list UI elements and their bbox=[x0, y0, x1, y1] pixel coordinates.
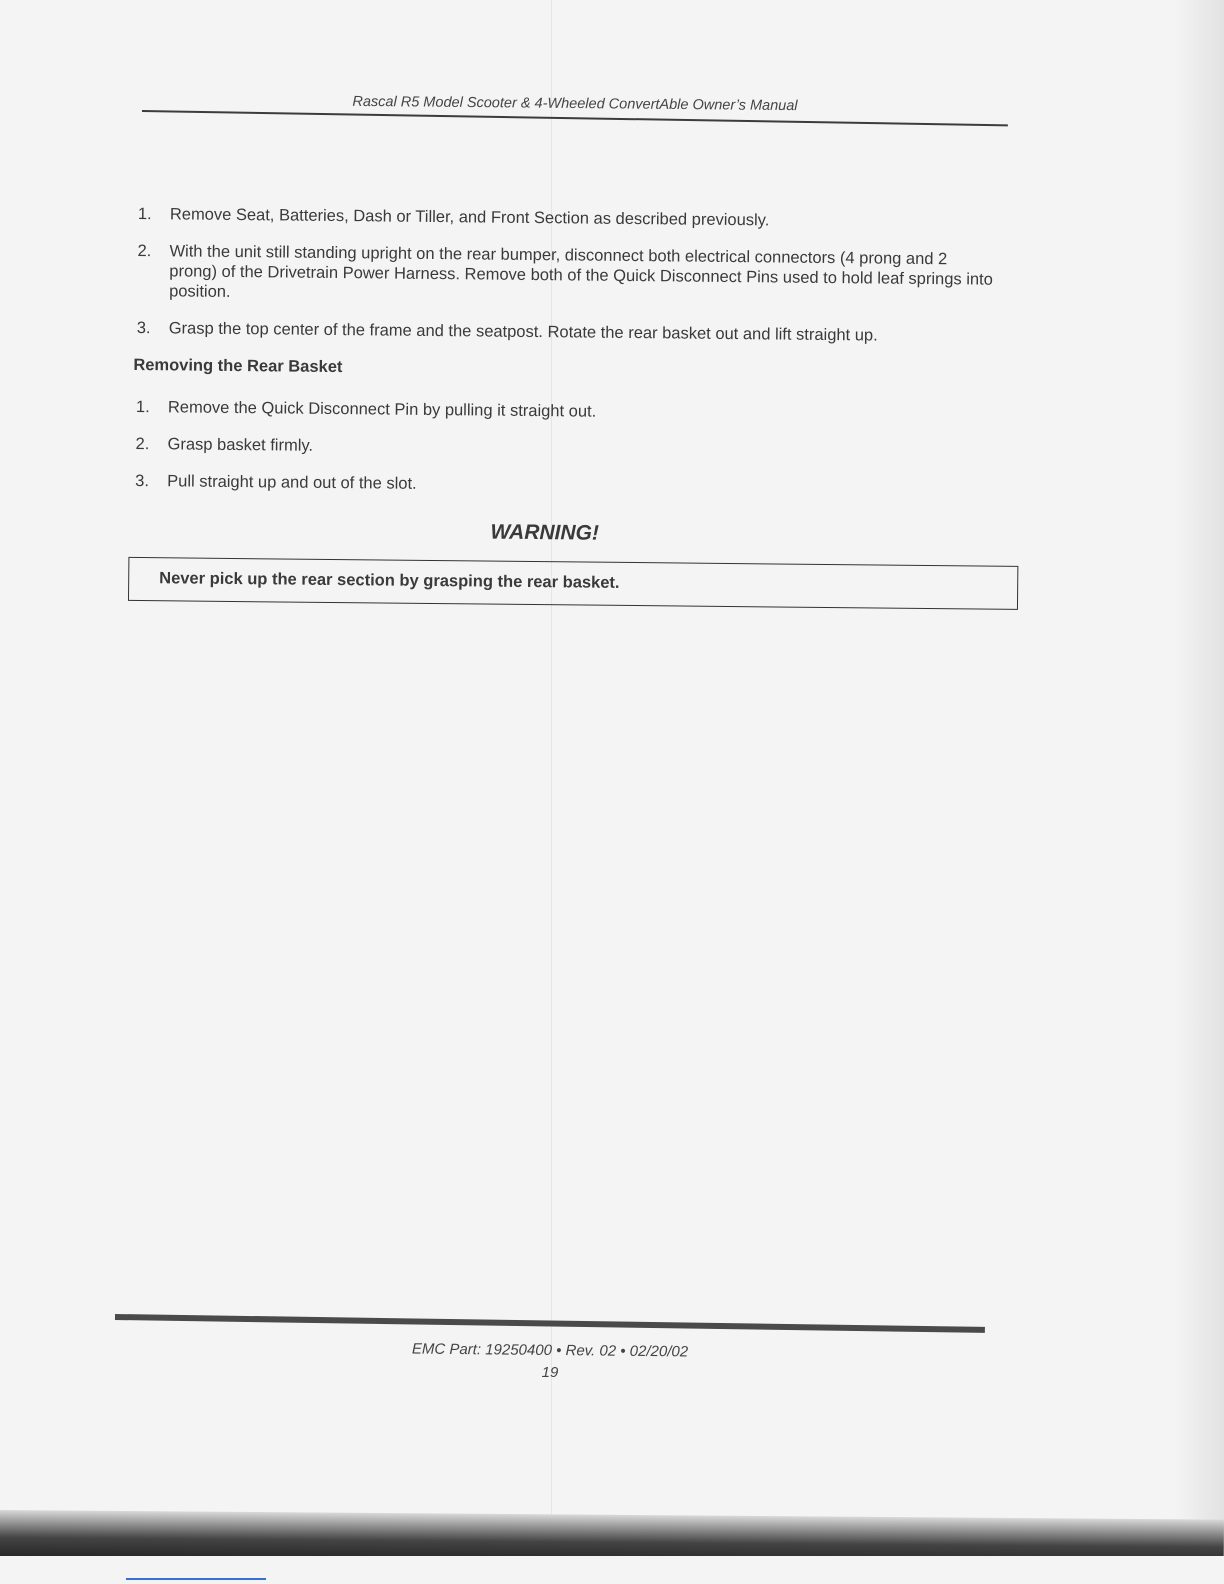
list-number: 1. bbox=[135, 397, 150, 417]
warning-title: WARNING! bbox=[490, 520, 600, 545]
page-number: 19 bbox=[541, 1364, 559, 1381]
list-item bbox=[137, 318, 997, 347]
list-text: Pull straight up and out of the slot. bbox=[167, 472, 417, 493]
footer-divider bbox=[115, 1314, 985, 1333]
list-item bbox=[136, 397, 996, 426]
page-content bbox=[134, 204, 998, 610]
list-item bbox=[137, 241, 998, 310]
scan-artifact-line bbox=[126, 1578, 266, 1580]
list-number: 2. bbox=[135, 434, 150, 454]
list-text: With the unit still standing upright on the rear bumper, disconnect both electrical connectors (4 prong and 2 prong) of the Drivetrain Power Harness. Remove both of the Quick Disconnect Pins used to hold leaf springs into position. bbox=[169, 242, 993, 301]
list-number: 3. bbox=[136, 318, 151, 338]
list-text: Grasp the top center of the frame and the seatpost. Rotate the rear basket out and lift straight up. bbox=[168, 319, 878, 345]
list-item bbox=[135, 434, 995, 463]
list-item bbox=[138, 204, 998, 233]
warning-box bbox=[128, 557, 1018, 610]
list-text: Remove Seat, Batteries, Dash or Tiller, and Front Section as described previously. bbox=[169, 205, 770, 230]
list-number: 2. bbox=[137, 241, 152, 261]
list-item bbox=[135, 471, 995, 500]
list-text: Grasp basket firmly. bbox=[167, 435, 314, 455]
list-number: 3. bbox=[135, 471, 150, 491]
scan-edge-shadow bbox=[1174, 0, 1224, 1584]
footer-part-info: EMC Part: 19250400 • Rev. 02 • 02/20/02 bbox=[411, 1340, 689, 1361]
list-number: 1. bbox=[137, 204, 152, 224]
page-header-title: Rascal R5 Model Scooter & 4-Wheeled ConvertAble Owner’s Manual bbox=[352, 93, 798, 115]
warning-text: Never pick up the rear section by grasping the rear basket. bbox=[159, 569, 620, 592]
list-text: Remove the Quick Disconnect Pin by pulling it straight out. bbox=[167, 398, 597, 421]
section-heading: Removing the Rear Basket bbox=[133, 355, 343, 377]
